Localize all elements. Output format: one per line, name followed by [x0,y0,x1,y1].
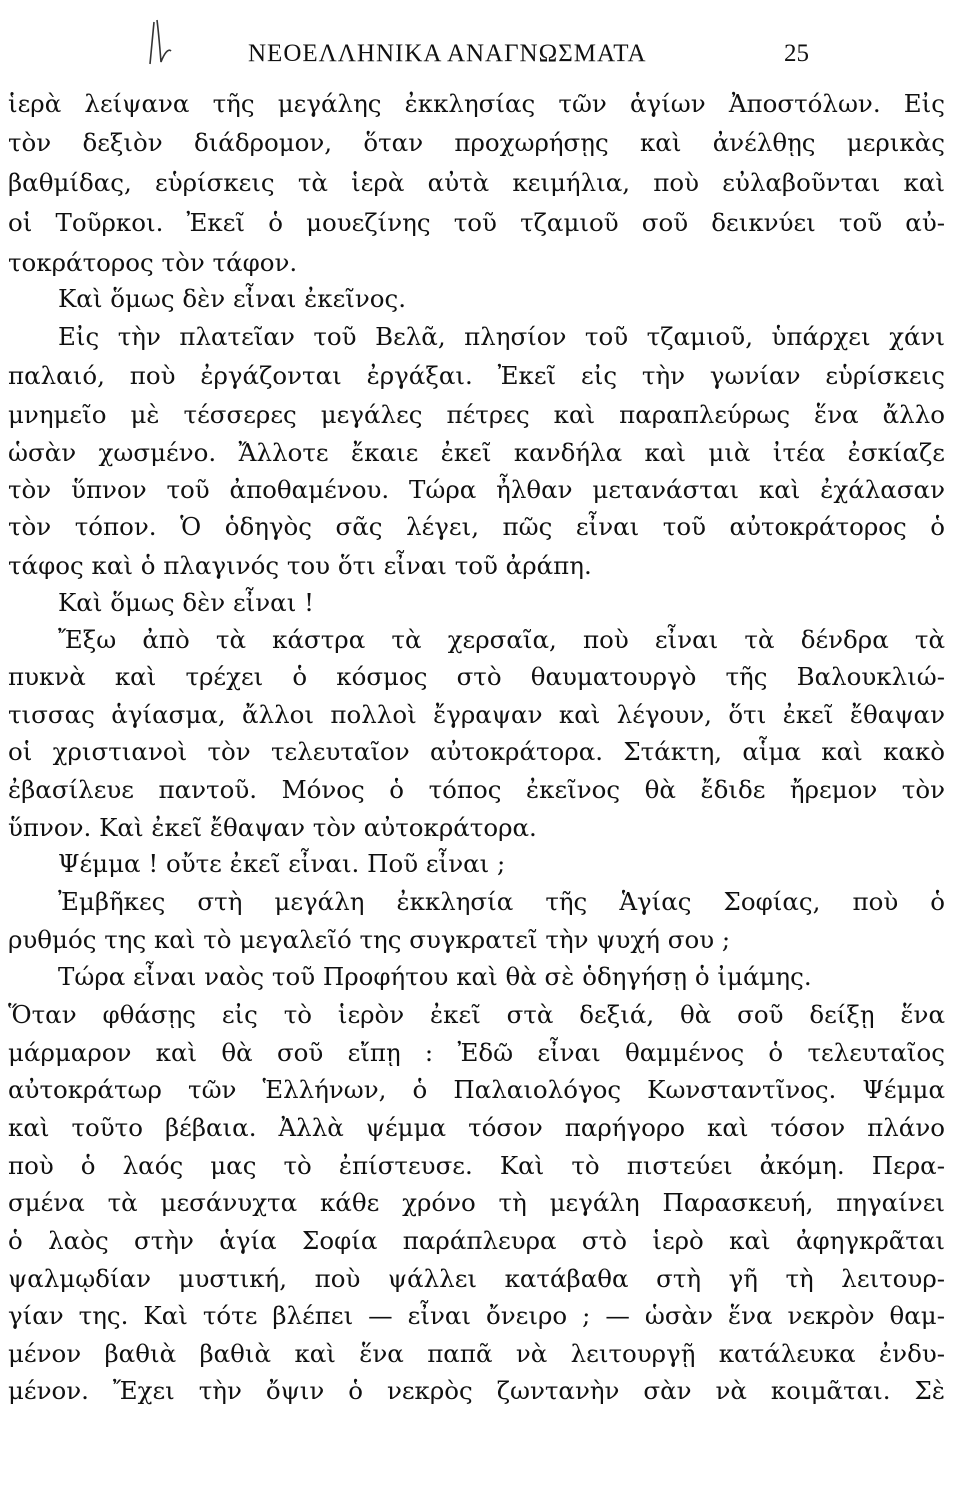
text-line: Ὅταν φθάσῃς εἰς τὸ ἱερὸν ἐκεῖ στὰ δεξιά, θὰ σοῦ δείξῃ ἕνα [8,1000,945,1029]
text-line: ἐβασίλευε παντοῦ. Μόνος ὁ τόπος ἐκεῖνος θὰ ἔδιδε ἤρεμον τὸν [8,775,945,804]
text-line: ὁ λαὸς στὴν ἁγία Σοφία παράπλευρα στὸ ἱερὸ καὶ ἀφηγκρᾶται [8,1226,945,1255]
text-line: μνημεῖο μὲ τέσσερες μεγάλες πέτρες καὶ παραπλεύρως ἕνα ἄλλο [8,400,945,429]
text-line: Καὶ ὅμως δὲν εἶναι ! [58,588,314,617]
text-line: ρυθμός της καὶ τὸ μεγαλεῖό της συγκρατεῖ τὴν ψυχή σου ; [8,925,731,954]
text-line: αὐτοκράτωρ τῶν Ἑλλήνων, ὁ Παλαιολόγος Κωνσταντῖνος. Ψέμμα [8,1075,945,1104]
text-line: Ἐμβῆκες στὴ μεγάλη ἐκκλησία τῆς Ἁγίας Σοφίας, ποὺ ὁ [58,887,945,916]
text-line: σμένα τὰ μεσάνυχτα κάθε χρόνο τὴ μεγάλη Παρασκευή, πηγαίνει [8,1188,945,1217]
text-line: Καὶ ὅμως δὲν εἶναι ἐκεῖνος. [58,284,407,313]
text-line: Τώρα εἶναι ναὸς τοῦ Προφήτου καὶ θὰ σὲ ὁδηγήσῃ ὁ ἰμάμης. [58,962,812,991]
text-line: τὸν δεξιὸν διάδρομον, ὅταν προχωρήσῃς καὶ ἀνέλθῃς μερικὰς [8,128,945,157]
running-title: ΝΕΟΕΛΛΗΝΙΚΑ ΑΝΑΓΝΩΣΜΑΤΑ [248,40,647,67]
text-line: ποὺ ὁ λαός μας τὸ ἐπίστευσε. Καὶ τὸ πιστεύει ἀκόμη. Περα- [8,1151,945,1180]
text-line: μένον. Ἔχει τὴν ὄψιν ὁ νεκρὸς ζωντανὴν σὰν νὰ κοιμᾶται. Σὲ [8,1376,945,1405]
text-line: βαθμίδας, εὑρίσκεις τὰ ἱερὰ αὐτὰ κειμήλια, ποὺ εὐλαβοῦνται καὶ [8,168,945,197]
text-line: οἱ χριστιανοὶ τὸν τελευταῖον αὐτοκράτορα. Στάκτη, αἷμα καὶ κακὸ [8,737,945,766]
text-line: οἱ Τοῦρκοι. Ἐκεῖ ὁ μουεζίνης τοῦ τζαμιοῦ σοῦ δεικνύει τοῦ αὐ- [8,208,945,237]
text-line: τάφος καὶ ὁ πλαγινός του ὅτι εἶναι τοῦ ἀράπη. [8,551,592,580]
text-line: τὸν ὕπνον τοῦ ἀποθαμένου. Τώρα ἦλθαν μετανάσται καὶ ἐχάλασαν [8,475,945,504]
text-line: γίαν της. Καὶ τότε βλέπει — εἶναι ὄνειρο ; — ὡσὰν ἕνα νεκρὸν θαμ- [8,1301,945,1330]
text-line: ψαλμῳδίαν μυστική, ποὺ ψάλλει κατάβαθα στὴ γῆ τὴ λειτουρ- [8,1264,945,1293]
text-line: ὕπνον. Καὶ ἐκεῖ ἔθαψαν τὸν αὐτοκράτορα. [8,813,537,842]
text-line: τὸν τόπον. Ὁ ὁδηγὸς σᾶς λέγει, πῶς εἶναι τοῦ αὐτοκράτορος ὁ [8,512,945,541]
text-line: παλαιό, ποὺ ἐργάζονται ἐργάξαι. Ἐκεῖ εἰς τὴν γωνίαν εὑρίσκεις [8,361,945,390]
text-line: μένον βαθιὰ βαθιὰ καὶ ἕνα παπᾶ νὰ λειτουργῇ κατάλευκα ἐνδυ- [8,1339,945,1368]
page-number: 25 [784,40,809,67]
text-line: ὡσὰν χωσμένο. Ἄλλοτε ἔκαιε ἐκεῖ κανδήλα καὶ μιὰ ἰτέα ἐσκίαζε [8,438,945,467]
text-line: ἱερὰ λείψανα τῆς μεγάλης ἐκκλησίας τῶν ἁγίων Ἀποστόλων. Εἰς [8,89,945,118]
text-line: πυκνὰ καὶ τρέχει ὁ κόσμος στὸ θαυματουργὸ τῆς Βαλουκλιώ- [8,662,945,691]
text-line: Ἔξω ἀπὸ τὰ κάστρα τὰ χερσαῖα, ποὺ εἶναι τὰ δένδρα τὰ [58,625,945,654]
text-line: καὶ τοῦτο βέβαια. Ἀλλὰ ψέμμα τόσον παρήγορο καὶ τόσον πλάνο [8,1113,945,1142]
text-line: μάρμαρον καὶ θὰ σοῦ εἴπῃ : Ἐδῶ εἶναι θαμμένος ὁ τελευταῖος [8,1038,945,1067]
text-line: Ψέμμα ! οὔτε ἐκεῖ εἶναι. Ποῦ εἶναι ; [58,849,506,878]
text-line: Εἰς τὴν πλατεῖαν τοῦ Βελᾶ, πλησίον τοῦ τζαμιοῦ, ὑπάρχει χάνι [58,322,945,351]
text-line: τισσας ἁγίασμα, ἄλλοι πολλοὶ ἔγραψαν καὶ λέγουν, ὅτι ἐκεῖ ἔθαψαν [8,700,945,729]
text-line: τοκράτορος τὸν τάφον. [8,248,298,277]
